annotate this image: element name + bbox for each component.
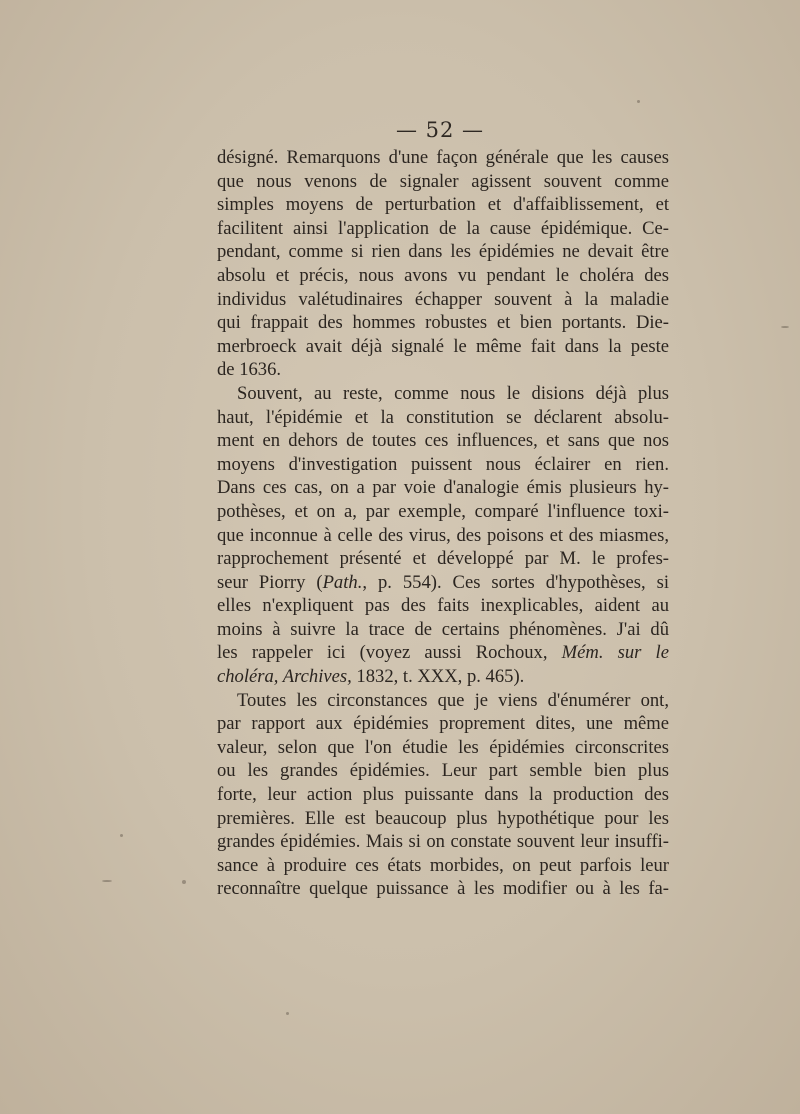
- text-line: par rapport aux épidémies proprement dites, une même: [217, 713, 669, 735]
- page-number: — 52 —: [395, 118, 485, 142]
- paper-speck: [182, 880, 186, 884]
- text-line: facilitent ainsi l'application de la cause épidémique. Ce-: [217, 217, 669, 239]
- text-line: elles n'expliquent pas des faits inexplicables, aident au: [217, 595, 669, 617]
- text-line: ou les grandes épidémies. Leur part semble bien plus: [217, 760, 669, 782]
- text-line: pendant, comme si rien dans les épidémies ne devait être: [217, 241, 669, 263]
- text-line: choléra, Archives, 1832, t. XXX, p. 465).: [217, 666, 525, 688]
- paper-speck: [102, 880, 112, 882]
- text-line: individus valétudinaires échapper souvent à la maladie: [217, 288, 669, 310]
- text-line: valeur, selon que l'on étudie les épidémies circonscrites: [217, 736, 669, 758]
- text-line: grandes épidémies. Mais si on constate souvent leur insuffi-: [217, 831, 669, 853]
- text-line: moins à suivre la trace de certains phénomènes. J'ai dû: [217, 618, 669, 640]
- text-line: haut, l'épidémie et la constitution se déclarent absolu-: [217, 406, 669, 428]
- text-line: qui frappait des hommes robustes et bien portants. Die-: [217, 312, 669, 334]
- text-line: simples moyens de perturbation et d'affaiblissement, et: [217, 194, 669, 216]
- text-line: les rappeler ici (voyez aussi Rochoux, Mém. sur le: [217, 642, 669, 664]
- text-line: Dans ces cas, on a par voie d'analogie émis plusieurs hy-: [217, 477, 669, 499]
- text-line: forte, leur action plus puissante dans la production des: [217, 784, 669, 806]
- paper-speck: [120, 834, 123, 837]
- text-line: rapprochement présenté et développé par M. le profes-: [217, 548, 669, 570]
- text-line: sance à produire ces états morbides, on peut parfois leur: [217, 854, 669, 876]
- text-line: seur Piorry (Path., p. 554). Ces sortes d'hypothèses, si: [217, 571, 669, 593]
- text-line: reconnaître quelque puissance à les modifier ou à les fa-: [217, 878, 669, 900]
- text-line: désigné. Remarquons d'une façon générale que les causes: [217, 147, 669, 168]
- text-line: Toutes les circonstances que je viens d'énumérer ont,: [237, 689, 669, 711]
- text-line: premières. Elle est beaucoup plus hypothétique pour les: [217, 807, 669, 829]
- text-line: de 1636.: [217, 359, 282, 381]
- text-line: pothèses, et on a, par exemple, comparé l'influence toxi-: [217, 500, 669, 522]
- text-line: merbroeck avait déjà signalé le même fait dans la peste: [217, 335, 669, 357]
- text-line: Souvent, au reste, comme nous le disions déjà plus: [237, 382, 669, 404]
- text-line: absolu et précis, nous avons vu pendant le choléra des: [217, 264, 669, 286]
- body-text: [217, 146, 669, 901]
- text-line: moyens d'investigation puissent nous éclairer en rien.: [217, 453, 669, 475]
- paper-speck: [637, 100, 640, 103]
- paper-speck: [781, 326, 789, 328]
- text-line: que nous venons de signaler agissent souvent comme: [217, 170, 669, 192]
- text-line: ment en dehors de toutes ces influences, et sans que nos: [217, 430, 669, 452]
- paper-speck: [286, 1012, 289, 1015]
- text-line: que inconnue à celle des virus, des poisons et des miasmes,: [217, 524, 669, 546]
